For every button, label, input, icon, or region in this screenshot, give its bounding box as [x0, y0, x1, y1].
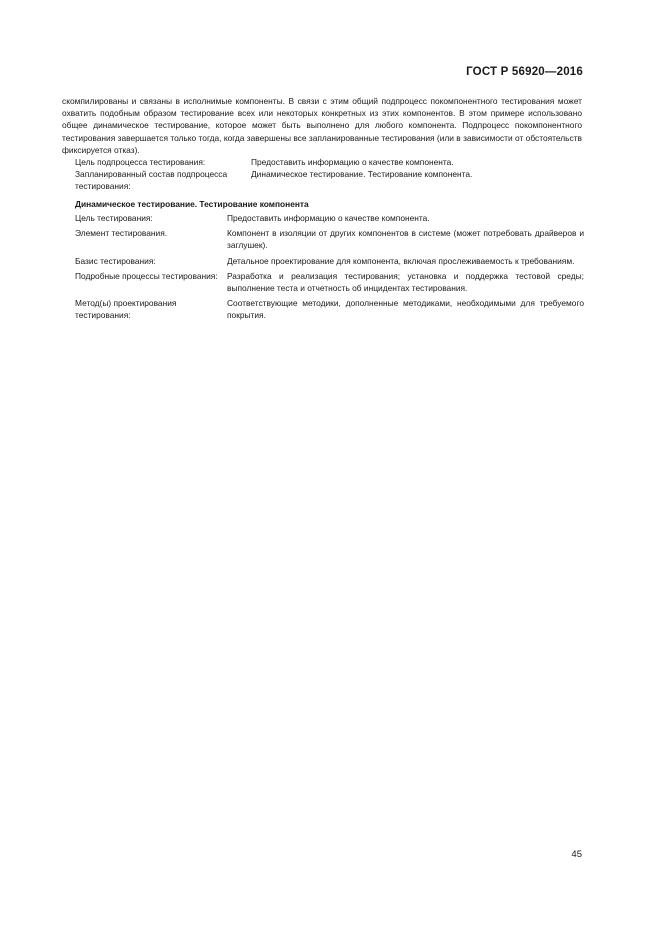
- subprocess-value: Предоставить информацию о качестве компонента.: [251, 157, 454, 167]
- test-row-goal: [75, 212, 584, 224]
- test-label: Метод(ы) проектирования тестирования:: [75, 298, 177, 321]
- test-value: Детальное проектирование для компонента, включая прослеживаемость к требованиям.: [227, 255, 575, 266]
- document-header-standard: ГОСТ Р 56920—2016: [466, 66, 583, 78]
- subprocess-label: Цель подпроцесса тестирования:: [75, 157, 206, 167]
- test-row-item: [75, 227, 584, 251]
- test-label: Цель тестирования:: [75, 213, 153, 223]
- subprocess-label: Запланированный состав подпроцесса тестирования:: [75, 169, 228, 192]
- subprocess-value: Динамическое тестирование. Тестирование компонента.: [251, 169, 473, 180]
- test-value: Компонент в изоляции от других компонентов в системе (может потребовать драйверов и заглушек).: [227, 228, 584, 251]
- page-number: 45: [571, 849, 582, 860]
- test-row-processes: [75, 270, 584, 294]
- test-description-table: [75, 212, 584, 325]
- subprocess-table: [75, 156, 585, 193]
- test-value: Соответствующие методики, дополненные методиками, необходимыми для требуемого покрытия.: [227, 298, 584, 321]
- test-label: Базис тестирования:: [75, 255, 156, 266]
- test-row-methods: [75, 297, 584, 321]
- intro-text: скомпилированы и связаны в исполнимые компоненты. В связи с этим общий подпроцесс покомпонентного тестирования может охватить подобным образом тестирование всех или некоторых конкретных из этих компонентов. В этом примере использовано общее динамическое тестирование, которое может быть выполнено для любого компонента. Подпроцесс покомпонентного тестирования завершается только тогда, когда завершены все запланированные тестирования (или в зависимости от обстоятельств фиксируется отказ).: [62, 96, 582, 155]
- test-label: Подробные процессы тестирования:: [75, 270, 218, 281]
- subprocess-row-composition: [75, 168, 585, 192]
- test-row-basis: [75, 255, 584, 267]
- test-label: Элемент тестирования.: [75, 228, 168, 239]
- section-title: Динамическое тестирование. Тестирование компонента: [75, 199, 309, 209]
- subprocess-row-goal: [75, 156, 585, 168]
- test-value: Разработка и реализация тестирования; установка и поддержка тестовой среды; выполнение теста и отчетность об инцидентах тестирования.: [227, 270, 584, 294]
- intro-paragraph: [62, 95, 582, 156]
- test-value: Предоставить информацию о качестве компонента.: [227, 213, 430, 223]
